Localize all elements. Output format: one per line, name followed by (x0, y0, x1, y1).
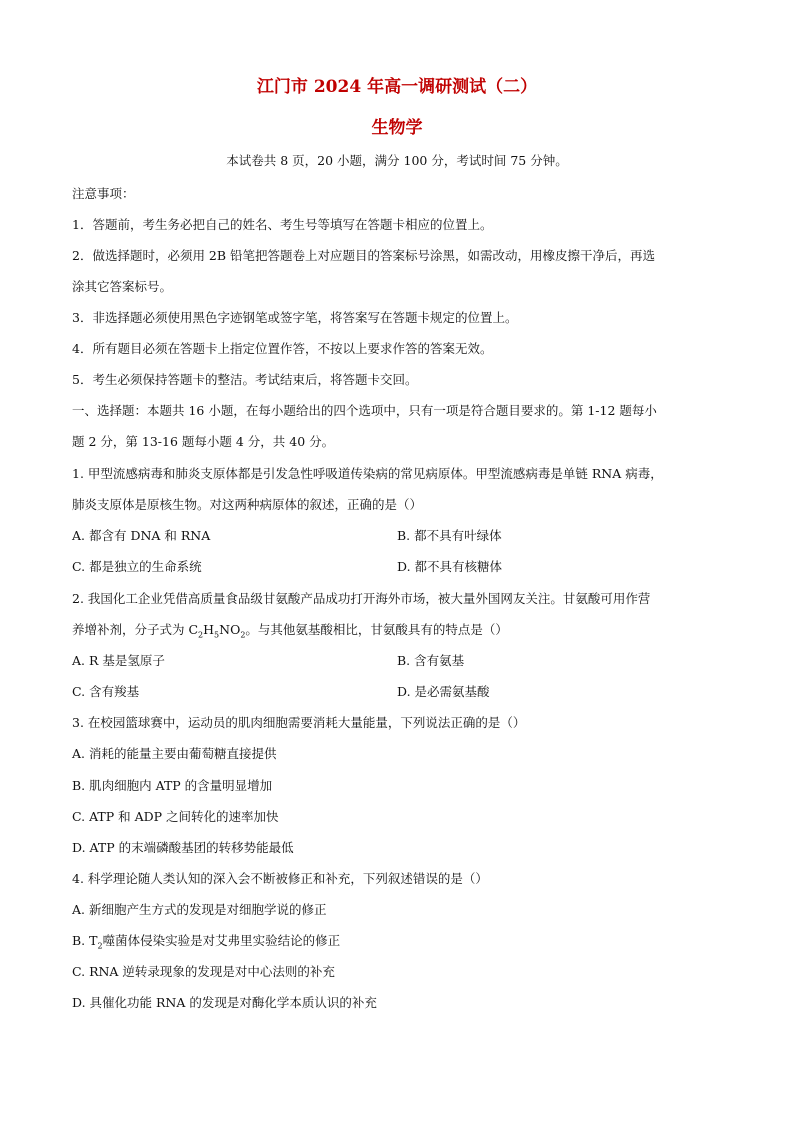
question-2-stem-cont (72, 620, 508, 640)
question-3-stem: 3. 在校园篮球赛中，运动员的肌肉细胞需要消耗大量能量，下列说法正确的是（） (72, 715, 526, 730)
question-1-option-a: A. 都含有 DNA 和 RNA (72, 528, 211, 543)
formula-subscript: 2 (240, 630, 246, 640)
question-4-option-d: D. 具催化功能 RNA 的发现是对酶化学本质认识的补充 (72, 995, 377, 1010)
question-2-option-d: D. 是必需氨基酸 (397, 684, 490, 699)
note-item: 3．非选择题必须使用黑色字迹钢笔或签字笔，将答案写在答题卡规定的位置上。 (72, 310, 518, 325)
note-item: 4．所有题目必须在答题卡上指定位置作答，不按以上要求作答的答案无效。 (72, 341, 493, 356)
question-2-option-a: A. R 基是氢原子 (72, 653, 165, 668)
exam-title: 江门市 2024 年高一调研测试（二） (256, 77, 538, 97)
question-4-option-c: C. RNA 逆转录现象的发现是对中心法则的补充 (72, 964, 335, 979)
note-item: 2．做选择题时，必须用 2B 铅笔把答题卷上对应题目的答案标号涂黑，如需改动，用橡皮擦干净后，再选 (72, 248, 656, 263)
question-4-option-b (72, 931, 340, 951)
option-subscript: 2 (97, 941, 103, 951)
section-heading: 一、选择题：本题共 16 小题，在每小题给出的四个选项中，只有一项是符合题目要求的。第 1-12 题每小 (72, 403, 657, 418)
formula-text: 养增补剂，分子式为 C (72, 622, 199, 637)
question-2-option-c: C. 含有羧基 (72, 684, 140, 699)
note-item: 1．答题前，考生务必把自己的姓名、考生号等填写在答题卡相应的位置上。 (72, 217, 493, 232)
exam-info: 本试卷共 8 页，20 小题，满分 100 分，考试时间 75 分钟。 (226, 153, 568, 168)
subject-title: 生物学 (371, 118, 423, 138)
question-3-option-d: D. ATP 的末端磷酸基团的转移势能最低 (72, 840, 294, 855)
formula-text: 。与其他氨基酸相比，甘氨酸具有的特点是（） (245, 622, 508, 637)
option-text: B. T (72, 933, 98, 948)
question-1-option-b: B. 都不具有叶绿体 (397, 528, 502, 543)
note-item: 涂其它答案标号。 (72, 279, 173, 294)
question-4-option-a: A. 新细胞产生方式的发现是对细胞学说的修正 (72, 902, 327, 917)
formula-text: H (203, 622, 215, 637)
question-2-option-b: B. 含有氨基 (397, 653, 465, 668)
formula-text: NO (219, 622, 241, 637)
section-heading-cont: 题 2 分，第 13-16 题每小题 4 分，共 40 分。 (72, 434, 335, 449)
question-4-stem: 4. 科学理论随人类认知的深入会不断被修正和补充，下列叙述错误的是（） (72, 871, 488, 886)
question-1-stem-cont: 肺炎支原体是原核生物。对这两种病原体的叙述，正确的是（） (72, 497, 423, 512)
question-3-option-c: C. ATP 和 ADP 之间转化的速率加快 (72, 809, 279, 824)
formula-subscript: 2 (198, 630, 204, 640)
question-3-option-a: A. 消耗的能量主要由葡萄糖直接提供 (72, 746, 277, 761)
question-1-stem: 1. 甲型流感病毒和肺炎支原体都是引发急性呼吸道传染病的常见病原体。甲型流感病毒是单链 RNA 病毒， (72, 466, 663, 481)
question-1-option-d: D. 都不具有核糖体 (397, 559, 503, 574)
question-2-stem: 2. 我国化工企业凭借高质量食品级甘氨酸产品成功打开海外市场，被大量外国网友关注。甘氨酸可用作营 (72, 591, 651, 606)
question-1-option-c: C. 都是独立的生命系统 (72, 559, 202, 574)
question-3-option-b: B. 肌肉细胞内 ATP 的含量明显增加 (72, 778, 273, 793)
notes-heading: 注意事项： (72, 186, 135, 201)
option-text: 噬菌体侵染实验是对艾弗里实验结论的修正 (102, 933, 341, 948)
note-item: 5．考生必须保持答题卡的整洁。考试结束后，将答题卡交回。 (72, 372, 418, 387)
formula-subscript: 5 (214, 630, 220, 640)
